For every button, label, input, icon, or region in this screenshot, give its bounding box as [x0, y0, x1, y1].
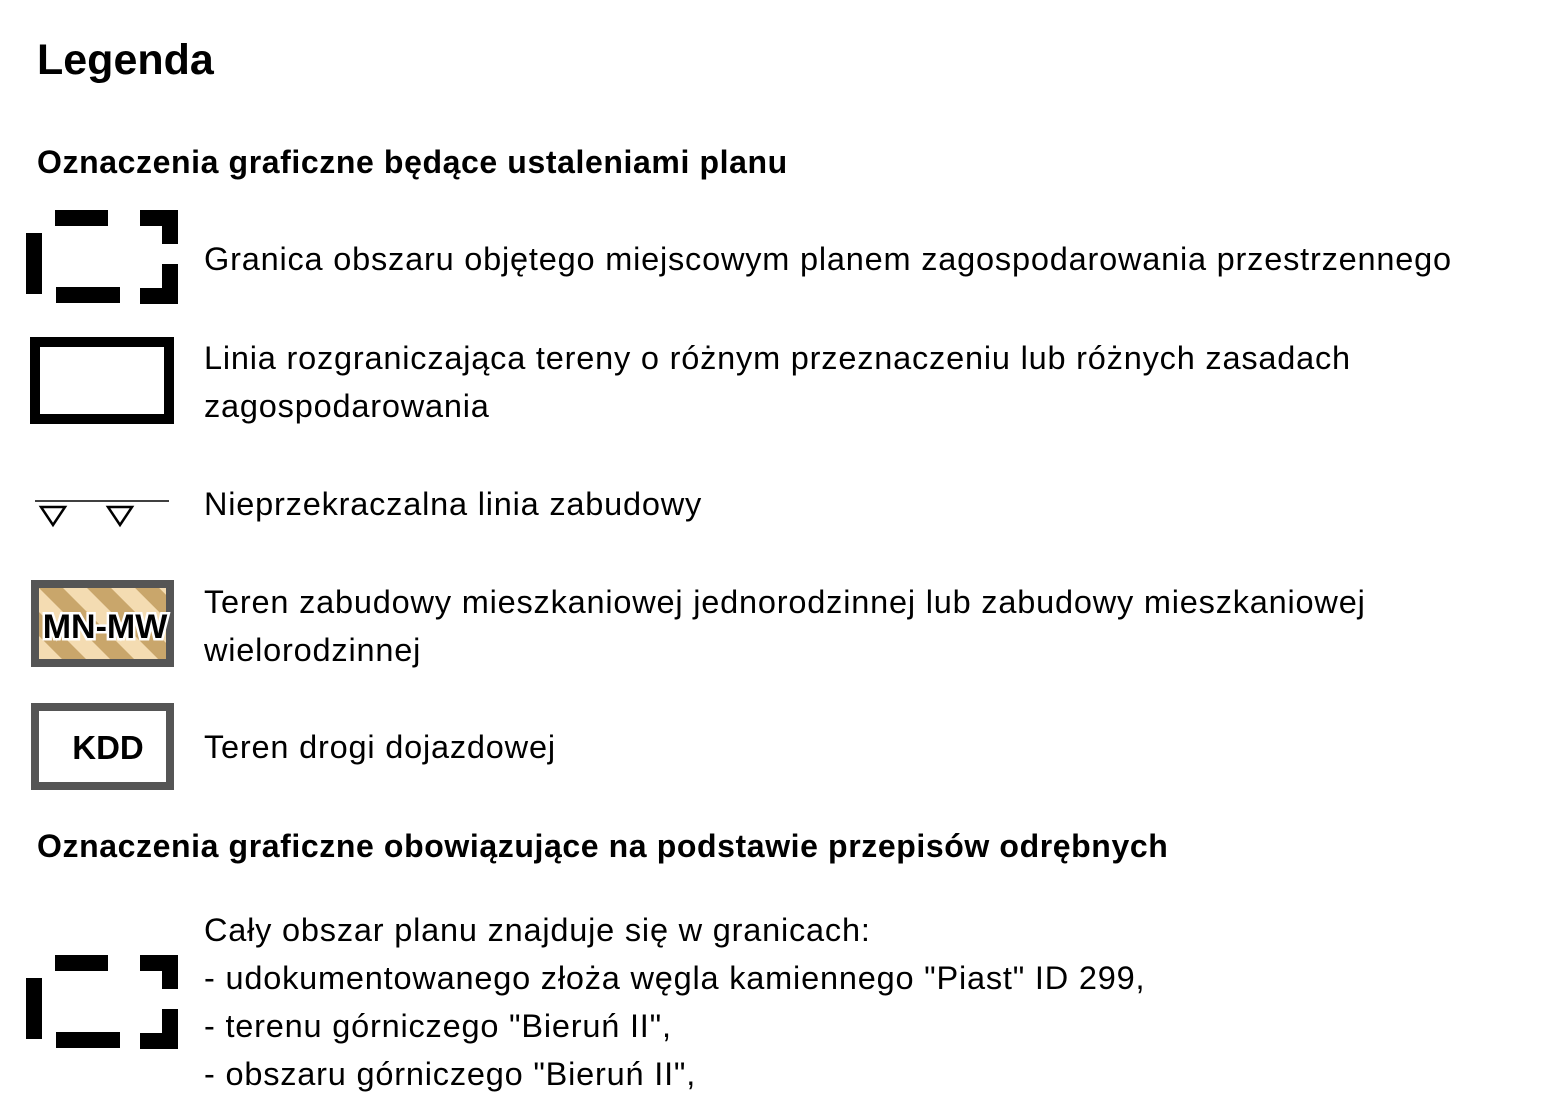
- legend-item-text-line: Teren zabudowy mieszkaniowej jednorodzinnej lub zabudowy mieszkaniowej: [204, 584, 1366, 620]
- legend-title: Legenda: [37, 36, 214, 84]
- zone-code-label: KDD: [72, 729, 144, 766]
- legend-item-text-line: Nieprzekraczalna linia zabudowy: [204, 486, 703, 522]
- section-heading-plan-provisions: Oznaczenia graficzne będące ustaleniami planu: [37, 144, 788, 180]
- legend-item-text-line: Cały obszar planu znajduje się w granicach:: [204, 912, 871, 948]
- legend-item-text-line: zagospodarowania: [204, 388, 490, 424]
- legend-item-text-line: wielorodzinnej: [204, 632, 422, 668]
- legend-item-text-line: - terenu górniczego "Bieruń II",: [204, 1008, 672, 1044]
- building-line-icon: [35, 494, 169, 530]
- legend-item-text-line: Teren drogi dojazdowej: [204, 729, 556, 765]
- legend-item-text-line: - obszaru górniczego "Bieruń II",: [204, 1056, 697, 1092]
- dashed-boundary-icon: [26, 210, 178, 304]
- legend-item-residential-zone: [204, 578, 1366, 674]
- legend-item-text-line: - udokumentowanego złoża węgla kamiennego "Piast" ID 299,: [204, 960, 1146, 996]
- legend-item-text-line: Linia rozgraniczająca tereny o różnym przeznaczeniu lub różnych zasadach: [204, 340, 1351, 376]
- section-heading-separate-regulations: Oznaczenia graficzne obowiązujące na podstawie przepisów odrębnych: [37, 828, 1169, 864]
- zone-code-label: MN-MW: [42, 608, 168, 646]
- access-road-icon: [31, 703, 174, 790]
- legend-item-demarcation-line: [204, 334, 1351, 430]
- demarcation-line-icon: [30, 337, 174, 424]
- legend-item-access-road: [204, 723, 556, 771]
- legend-item-plan-boundary: [204, 235, 1452, 283]
- legend-item-text-line: Granica obszaru objętego miejscowym planem zagospodarowania przestrzennego: [204, 241, 1452, 277]
- mining-area-boundary-icon: [26, 955, 178, 1049]
- legend-item-building-line: [204, 480, 702, 528]
- residential-zone-icon: [31, 580, 174, 667]
- legend-item-mining-area: [204, 906, 1145, 1098]
